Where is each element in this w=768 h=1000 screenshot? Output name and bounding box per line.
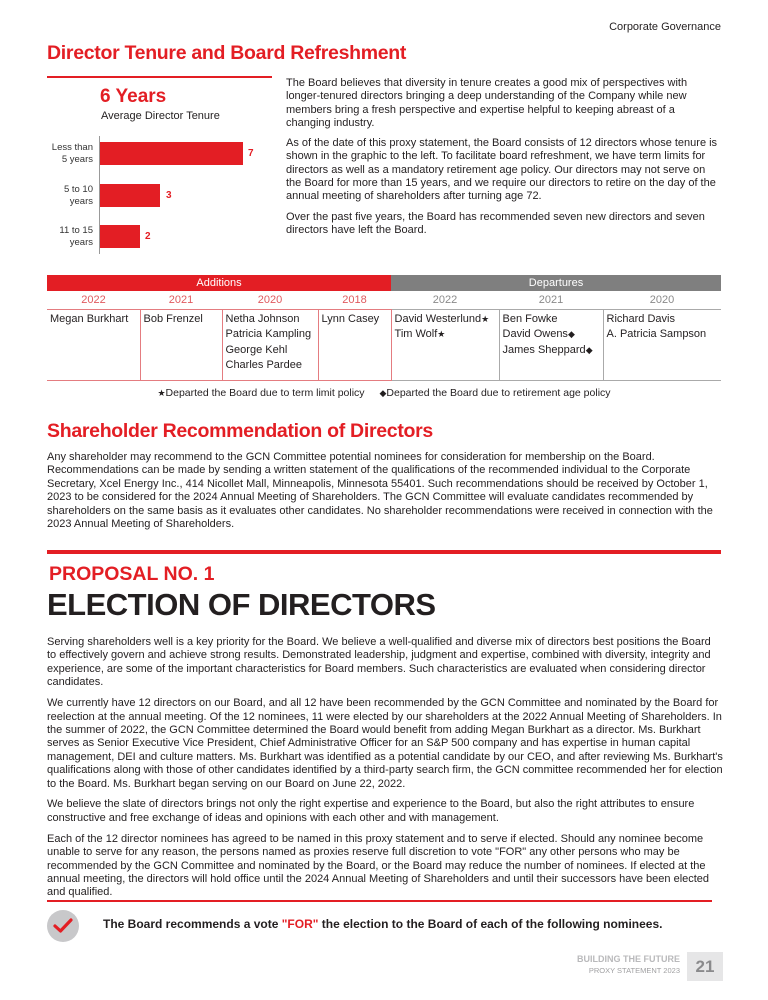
director-name: Patricia Kampling	[225, 328, 312, 340]
paragraph: We believe the slate of directors brings not only the right expertise and experience to the Board, but also the right attributes to ensure constructive and free exchange of ideas and opinions with each other and with management.	[47, 798, 695, 824]
checkmark-icon	[47, 910, 79, 942]
paragraph: As of the date of this proxy statement, the Board consists of 12 directors whose tenure is shown in the graphic to the left. To facilitate board refreshment, we have term limits for directors as well as a mandatory retirement age policy. Our directors may not serve on the Board for more than 15 years, and we require our directors to retire on the day of the annual meeting of shareholders after turning age 72.	[286, 137, 718, 203]
footer-document: PROXY STATEMENT 2023	[588, 966, 680, 975]
section-title-tenure: Director Tenure and Board Refreshment	[47, 42, 407, 64]
red-divider-thick	[47, 550, 721, 554]
average-tenure-label: Average Director Tenure	[101, 110, 220, 122]
page-number: 21	[687, 952, 723, 981]
bar	[100, 142, 243, 165]
tenure-description	[286, 77, 721, 244]
legend-retirement-age: ◆Departed the Board due to retirement age policy	[379, 387, 611, 399]
diamond-icon: ◆	[567, 329, 575, 339]
director-entry: David Westerlund★	[394, 312, 490, 325]
departures-2022-cell	[391, 309, 499, 380]
director-name: Ben Fowke	[502, 312, 558, 325]
proposal-title: ELECTION OF DIRECTORS	[47, 587, 436, 622]
paragraph: We currently have 12 directors on our Board, and all 12 have been recommended by the GCN Committee and nominated by the Board for reelection at the annual meeting. Of the 12 nominees, 11 were elected by our shareholders at the 2022 Annual Meeting of Shareholders. In the summer of 2022, the GCN Committee determined the Board would benefit from adding Megan Burkhart as a director. Ms. Burkhart serves as Senior Executive Vice President, Chief Administrative Officer for an S&P 500 company and has expertise in human capital management, DEI and culture matters. Ms. Burkhart was identified as a potential candidate by our CEO, and after reviewing Ms. Burkhart's qualifications along with those of other candidates identified by a third-party search firm, the GCN committee recommended her for election to the Board. Ms. Burkhart began serving on our Board on June 22, 2022.	[47, 697, 723, 790]
board-changes-table	[47, 275, 721, 381]
departures-2021-cell	[499, 309, 603, 380]
year-header: 2020	[649, 293, 675, 306]
director-name: Netha Johnson	[225, 312, 300, 325]
paragraph: Over the past five years, the Board has recommended seven new directors and seven directors have left the Board.	[286, 210, 705, 236]
director-entry: Tim Wolf★	[394, 328, 446, 340]
proposal-body	[47, 636, 723, 907]
bar	[100, 225, 140, 248]
proposal-label: PROPOSAL NO. 1	[49, 563, 215, 585]
red-divider-thin	[47, 900, 712, 902]
director-name: Richard Davis	[606, 312, 675, 325]
table-legend	[0, 387, 768, 399]
year-header: 2022	[81, 293, 106, 306]
bar-label: 5 to 10 years	[63, 184, 93, 207]
bar-label: Less than 5 years	[51, 142, 93, 165]
bar-value: 3	[166, 190, 172, 201]
diamond-icon: ◆	[379, 388, 387, 398]
bar-label: 11 to 15 years	[59, 225, 93, 248]
star-icon: ★	[437, 329, 446, 339]
additions-2021-cell	[140, 309, 222, 380]
star-icon: ★	[481, 313, 490, 324]
paragraph: The Board believes that diversity in tenure creates a good mix of perspectives with longer-tenured directors bringing a deep understanding of the Company while new members bring a fresh perspective and expertise helpful to keeping abreast of a changing industry.	[286, 77, 688, 129]
year-header: 2021	[168, 293, 194, 306]
running-header: Corporate Governance	[609, 21, 721, 33]
additions-2018-cell	[318, 309, 391, 380]
director-name: A. Patricia Sampson	[606, 328, 707, 340]
bar	[100, 184, 160, 207]
director-entry: David Owens◆	[502, 328, 575, 340]
additions-2022-cell	[47, 309, 140, 380]
tenure-bar-chart	[47, 136, 272, 254]
additions-header: Additions	[47, 275, 391, 291]
bar-value: 2	[145, 231, 151, 242]
director-name: George Kehl	[225, 343, 288, 356]
section-title-shareholder-rec: Shareholder Recommendation of Directors	[47, 420, 433, 442]
additions-2020-cell	[222, 309, 318, 380]
paragraph: Each of the 12 director nominees has agreed to be named in this proxy statement and to serve if elected. Should any nominee become unable to serve for any reason, the persons named as proxies reserve full discretion to vote "FOR" any other persons who may be recommended by the GCN Committee and nominated by the Board, or the Board may reduce the number of nominees. If elected at the annual meeting, the directors will hold office until the 2024 Annual Meeting of Shareholders and until their successors have been elected and qualified.	[47, 832, 710, 899]
red-divider	[47, 76, 272, 78]
average-tenure-value: 6 Years	[100, 86, 167, 107]
year-header: 2020	[257, 293, 283, 306]
director-name: Bob Frenzel	[143, 312, 203, 325]
star-icon: ★	[157, 388, 166, 398]
diamond-icon: ◆	[585, 344, 593, 355]
footer-tagline: BUILDING THE FUTURE	[577, 954, 680, 964]
year-header: 2018	[342, 293, 367, 306]
director-name: Lynn Casey	[321, 312, 380, 325]
table-row	[47, 309, 721, 380]
bar-value: 7	[248, 148, 254, 159]
year-header: 2021	[538, 293, 564, 306]
shareholder-rec-body: Any shareholder may recommend to the GCN Committee potential nominees for consideration for membership on the Board. Recommendations can be made by sending a written statement of the qualifications of the recommended individual to the Corporate Secretary, Xcel Energy Inc., 414 Nicollet Mall, Minneapolis, Minnesota 55401. Such recommendations should be received by October 1, 2023 to be considered for the 2024 Annual Meeting of Shareholders. The GCN Committee will evaluate candidates recommended by shareholders on the same basis as it evaluates other candidates. No shareholder recommendations were received in connection with the 2023 Annual Meeting of Shareholders.	[47, 451, 713, 531]
paragraph: Serving shareholders well is a key priority for the Board. We believe a well-qualified and diverse mix of directors best positions the Board to effectively govern and achieve strong results. Demonstrated leadership, judgment and expertise, combined with diversity, integrity and experience, are some of the important characteristics for Board members. Such characteristics are evaluated when considering director candidates.	[47, 636, 711, 689]
director-name: Charles Pardee	[225, 359, 302, 371]
year-header: 2022	[432, 293, 458, 306]
board-recommendation: The Board recommends a vote "FOR" the election to the Board of each of the following nominees.	[103, 917, 663, 931]
departures-header: Departures	[391, 275, 721, 291]
departures-2020-cell	[603, 309, 721, 380]
director-name: Megan Burkhart	[50, 312, 129, 325]
legend-term-limit: ★Departed the Board due to term limit policy	[157, 387, 365, 399]
director-entry: James Sheppard◆	[502, 343, 593, 356]
